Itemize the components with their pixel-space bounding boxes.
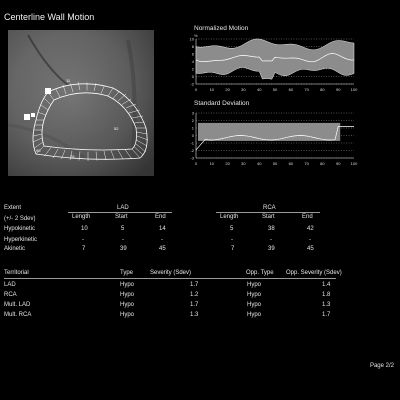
y-tick-label: -2 — [190, 148, 194, 153]
page-indicator: Page 2/2 — [369, 363, 394, 369]
x-tick-label: 80 — [320, 87, 325, 92]
territorial-cell: Hypo — [120, 292, 135, 298]
extent-cell: 10 — [81, 226, 88, 232]
extent-cell: 39 — [268, 246, 275, 252]
territorial-cell: 1.7 — [190, 302, 199, 308]
aortic-marker-upper — [45, 88, 51, 94]
lad-col-start: Start — [115, 214, 128, 220]
x-tick-label: 60 — [288, 161, 294, 166]
x-tick-label: 90 — [335, 161, 341, 166]
territorial-cell: Hypo — [247, 312, 262, 318]
territorial-cell: Hypo — [120, 302, 135, 308]
rca-divider — [216, 212, 320, 213]
x-tick-label: 50 — [272, 87, 278, 92]
y-tick-label: -3 — [190, 155, 194, 161]
extent-cell: 45 — [307, 246, 314, 252]
x-tick-label: 80 — [320, 161, 325, 166]
lad-heading: LAD — [117, 205, 129, 211]
extent-cell: 5 — [121, 226, 125, 232]
territorial-col-severity: Severity (Sdev) — [150, 270, 192, 276]
territorial-cell: Hypo — [120, 312, 135, 318]
territorial-col-opp-type: Opp. Type — [246, 270, 274, 276]
extent-row-label: Hypokinetic — [4, 226, 36, 232]
y-tick-label: -2 — [190, 81, 194, 87]
extent-cell: 5 — [230, 226, 234, 232]
territorial-cell: Hypo — [247, 302, 262, 308]
standard-deviation-title: Standard Deviation — [194, 100, 250, 107]
y-tick-label: 6 — [191, 51, 194, 57]
extent-subheading: (+/- 2 Sdev) — [4, 216, 36, 222]
territorial-cell: 1.4 — [322, 282, 331, 288]
svg-text:76: 76 — [70, 154, 75, 159]
svg-text:90: 90 — [36, 148, 41, 153]
territorial-cell: 1.3 — [322, 302, 331, 308]
normal-range-band — [196, 39, 354, 79]
y-tick-label: 0 — [191, 133, 194, 138]
x-tick-label: 10 — [209, 87, 215, 92]
x-tick-label: 50 — [272, 161, 278, 166]
extent-row-label: Hyperkinetic — [4, 237, 38, 243]
extent-cell: - — [122, 237, 124, 243]
normalized-motion-title: Normalized Motion — [194, 25, 249, 32]
territorial-cell: Hypo — [247, 292, 262, 298]
extent-row-label: Akinetic — [4, 246, 26, 252]
x-tick-label: 70 — [304, 161, 309, 166]
y-tick-label: 4 — [191, 59, 194, 64]
territorial-cell: 1.2 — [190, 292, 199, 298]
x-tick-label: 100 — [350, 87, 358, 92]
y-tick-label: 0 — [191, 74, 194, 79]
territorial-cell: 1.7 — [190, 282, 199, 288]
extent-cell: 45 — [159, 246, 166, 252]
territorial-cell: 1.3 — [190, 312, 199, 318]
y-tick-label: 10 — [189, 36, 194, 42]
extent-cell: - — [161, 237, 163, 243]
y-tick-label: 2 — [191, 118, 194, 123]
rca-heading: RCA — [263, 205, 276, 211]
extent-heading: Extent — [4, 205, 22, 211]
x-tick-label: 90 — [335, 87, 341, 92]
rca-col-start: Start — [262, 214, 275, 220]
x-tick-label: 30 — [241, 87, 246, 92]
territorial-heading: Territorial — [4, 270, 29, 276]
aortic-marker-small — [31, 113, 35, 117]
y-tick-label: 2 — [191, 66, 194, 72]
x-tick-label: 30 — [241, 161, 246, 166]
rca-col-end: End — [302, 214, 313, 220]
extent-cell: 42 — [307, 226, 314, 232]
y-tick-label: 8 — [191, 44, 194, 49]
aortic-marker-lower — [24, 114, 30, 120]
extent-cell: - — [231, 237, 233, 243]
x-tick-label: 10 — [209, 161, 215, 166]
extent-cell: 39 — [120, 246, 127, 252]
y-tick-label: 3 — [191, 110, 194, 116]
lad-divider — [68, 212, 172, 213]
x-tick-label: 100 — [350, 161, 358, 166]
territorial-divider — [4, 278, 336, 279]
normalized-motion-chart — [186, 36, 356, 94]
svg-text:52: 52 — [114, 126, 119, 131]
extent-cell: 7 — [82, 246, 86, 252]
svg-text:11: 11 — [66, 78, 71, 83]
page-title: Centerline Wall Motion — [4, 12, 95, 22]
y-tick-label: -1 — [190, 140, 194, 146]
extent-cell: 38 — [268, 226, 275, 232]
extent-cell: - — [82, 237, 84, 243]
standard-deviation-chart — [186, 110, 356, 168]
territorial-cell: 1.7 — [322, 312, 331, 318]
territorial-row-label: LAD — [4, 282, 16, 288]
ventriculogram-image — [8, 30, 154, 176]
lad-col-length: Length — [72, 214, 91, 220]
lad-col-end: End — [155, 214, 166, 220]
x-tick-label: 0 — [194, 161, 198, 166]
territorial-cell: Hypo — [120, 282, 135, 288]
normalized-motion-unit: % — [194, 33, 198, 38]
ventriculogram-svg — [8, 30, 154, 176]
extent-cell: - — [309, 237, 311, 243]
x-tick-label: 40 — [256, 87, 262, 92]
territorial-col-type: Type — [120, 270, 134, 276]
y-tick-label: 1 — [191, 125, 194, 131]
territorial-cell: Hypo — [247, 282, 262, 288]
extent-cell: 14 — [159, 226, 166, 232]
x-tick-label: 20 — [225, 87, 230, 92]
x-tick-label: 70 — [304, 87, 309, 92]
territorial-row-label: Mult. LAD — [4, 302, 31, 308]
territorial-cell: 1.8 — [322, 292, 331, 298]
x-tick-label: 60 — [288, 87, 294, 92]
x-tick-label: 40 — [256, 161, 262, 166]
rca-col-length: Length — [220, 214, 239, 220]
territorial-row-label: Mult. RCA — [4, 312, 32, 318]
x-tick-label: 0 — [194, 87, 198, 92]
territorial-row-label: RCA — [4, 292, 17, 298]
territorial-col-opp-severity: Opp. Severity (Sdev) — [286, 270, 342, 276]
x-tick-label: 20 — [225, 161, 230, 166]
extent-cell: 7 — [231, 246, 235, 252]
sd-band — [198, 123, 340, 141]
extent-cell: - — [270, 237, 272, 243]
